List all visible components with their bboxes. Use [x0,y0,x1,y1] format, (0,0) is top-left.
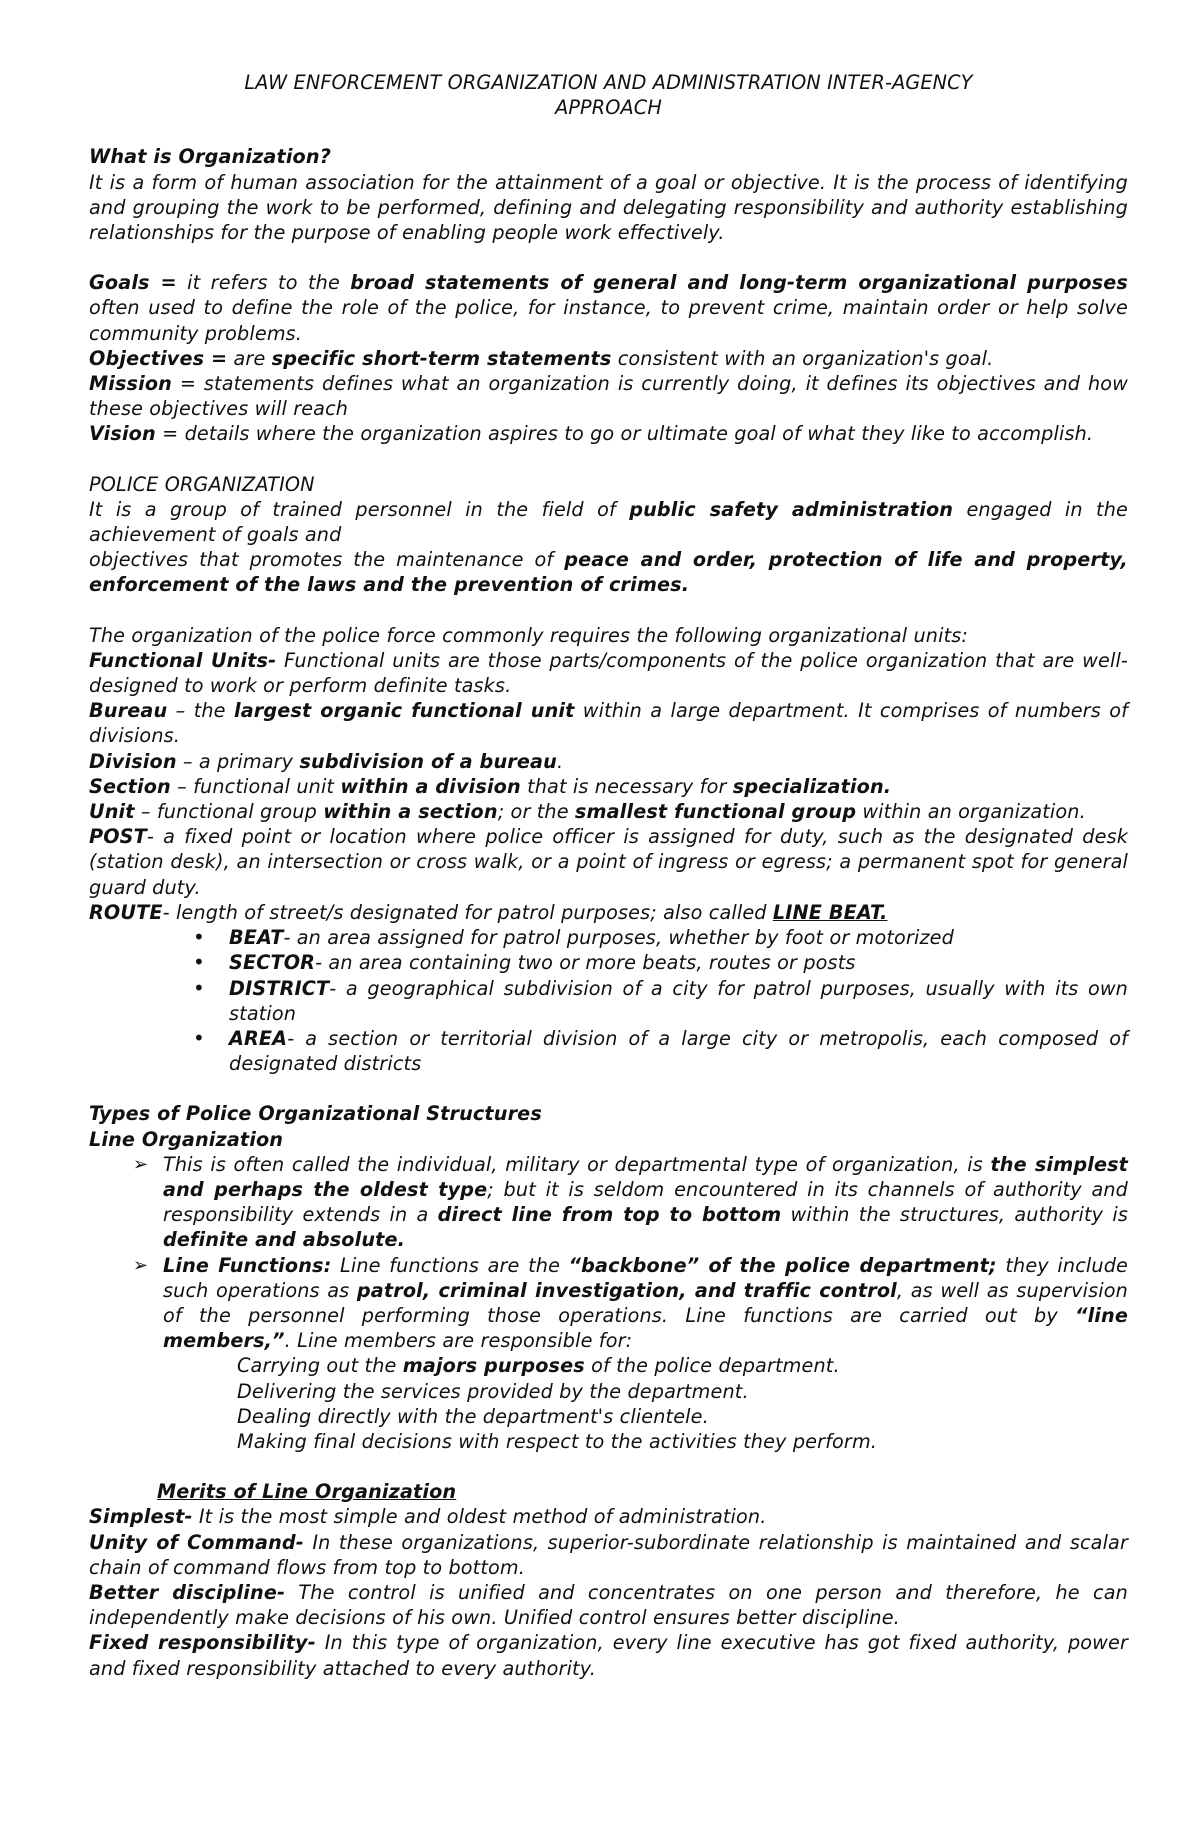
merit-simplest: Simplest- It is the most simple and oldest method of administration. [89,1505,767,1529]
merit-fixed-responsibility: Fixed responsibility- In this type of organization, every line executive has got fixed authority, power and fixed responsibility attached to every authority. [89,1631,1129,1680]
line-beat-term: LINE BEAT. [772,900,888,924]
list-item: Carrying out the majors purposes of the police department. [237,1354,840,1378]
units-intro: The organization of the police force commonly requires the following organizational units: [89,623,968,647]
title-line-1: LAW ENFORCEMENT ORGANIZATION AND ADMINISTRATION INTER-AGENCY [244,71,973,94]
objectives-definition: Objectives = are specific short-term statements consistent with an organization's goal. [89,346,994,370]
list-item: ➢ Line Functions: Line functions are the “backbone” of the police department; they include such operations as patrol, criminal investigation, and traffic control, as well as supervision of the personnel performing those operations. Line functions are carried out by “line members,”. Line members are responsible for: [133,1253,1128,1353]
unit-definition: Unit – functional group within a section; or the smallest functional group within an organization. [89,800,1086,824]
vision-definition: Vision = details where the organization aspires to go or ultimate goal of what they like to accomplish. [89,422,1094,446]
list-item: • DISTRICT- a geographical subdivision of a city for patrol purposes, usually with its own station [229,976,1128,1026]
title-line-2: APPROACH [555,96,662,120]
structures-heading: Types of Police Organizational Structures [89,1102,542,1126]
merit-unity-of-command: Unity of Command- In these organizations, superior-subordinate relationship is maintained and scalar chain of command flows from top to bottom. [89,1530,1128,1579]
arrow-bullet-icon: ➢ [133,1254,149,1276]
list-item: Delivering the services provided by the department. [237,1379,749,1403]
police-organization-heading: POLICE ORGANIZATION [89,472,315,496]
document-title [89,70,1128,120]
arrow-bullet-icon: ➢ [133,1153,149,1175]
functional-units: Functional Units- Functional units are those parts/components of the police organization that are well-designed to work or perform definite tasks. [89,648,1129,698]
route-definition: ROUTE- length of street/s designated for patrol purposes; also called LINE BEAT. [89,900,888,924]
line-member-responsibilities [89,1353,1128,1454]
merits-heading: Merits of Line Organization [157,1480,457,1504]
police-organization-continuation: objectives that promotes the maintenance of peace and order, protection of life and property, enforcement of the laws and the prevention of crimes. [89,548,1128,597]
route-subdivisions-list [89,925,1128,1076]
division-definition: Division – a primary subdivision of a bureau. [89,749,564,773]
line-organization-heading: Line Organization [89,1127,284,1151]
list-item: • AREA- a section or territorial division of a large city or metropolis, each composed of designated districts [229,1026,1128,1076]
list-item: Dealing directly with the department's clientele. [237,1404,709,1428]
post-definition: POST- a fixed point or location where police officer is assigned for duty, such as the designated desk (station desk), an intersection or cross walk, or a point of ingress or egress; a permanent spot for general guard duty. [89,825,1128,899]
bureau-definition: Bureau – the largest organic functional unit within a large department. It comprises of numbers of divisions. [89,699,1128,748]
merit-better-discipline: Better discipline- The control is unified and concentrates on one person and therefore, he can independently make decisions of his own. Unified control ensures better discipline. [89,1580,1128,1630]
section-definition: Section – functional unit within a division that is necessary for specialization. [89,774,892,798]
list-item: ➢ This is often called the individual, military or departmental type of organization, is the simplest and perhaps the oldest type; but it is seldom encountered in its channels of authority and responsibility extends in a direct line from top to bottom within the structures, authority is definite and absolute. [133,1152,1128,1252]
list-item: • SECTOR- an area containing two or more beats, routes or posts [229,950,1128,975]
line-organization-list [89,1152,1128,1354]
list-item: • BEAT- an area assigned for patrol purposes, whether by foot or motorized [229,925,1128,950]
organization-heading: What is Organization? [89,145,331,169]
organization-definition: It is a form of human association for the attainment of a goal or objective. It is the process of identifying and grouping the work to be performed, defining and delegating responsibility and authority establishing relationships for the purpose of enabling people work effectively. [89,170,1128,245]
list-item: Making final decisions with respect to the activities they perform. [237,1429,878,1453]
police-organization-definition: It is a group of trained personnel in the field of public safety administration engaged in the achievement of goals and [89,497,1128,547]
goals-definition: Goals = it refers to the broad statements of general and long-term organizational purposes often used to define the role of the police, for instance, to prevent crime, maintain order or help solve community problems. [89,271,1128,345]
mission-definition: Mission = statements defines what an organization is currently doing, it defines its objectives and how these objectives will reach [89,372,1128,421]
document-body [89,70,1128,1681]
